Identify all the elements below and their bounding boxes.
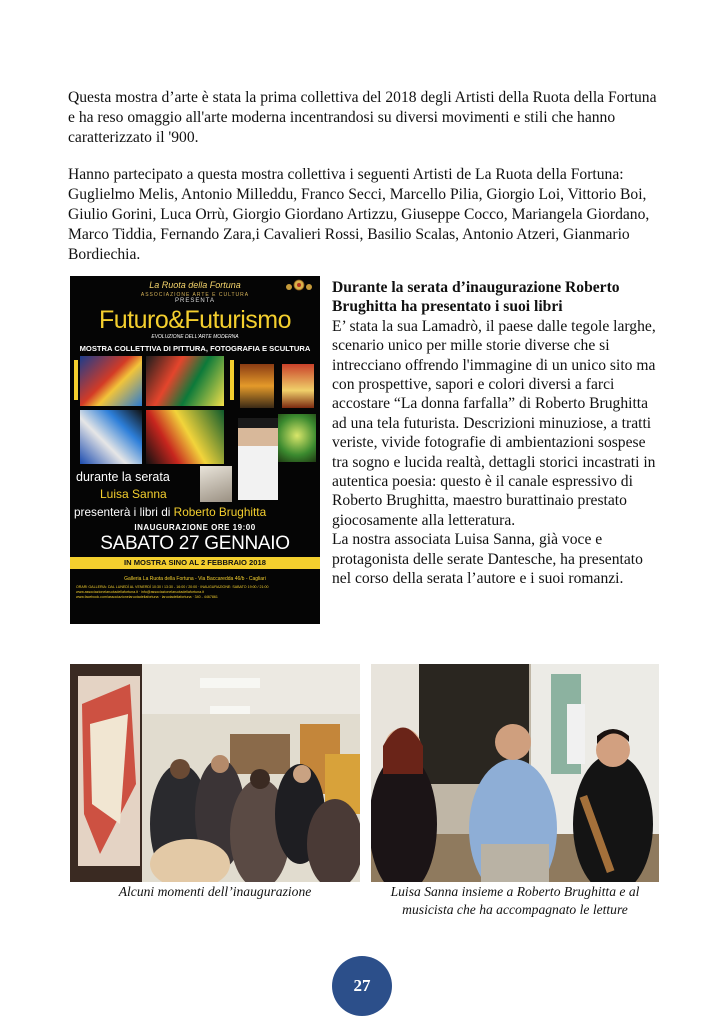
painting-8 [200, 466, 232, 502]
article [332, 278, 662, 589]
association-logo-icon [284, 278, 314, 294]
painting-3 [240, 364, 274, 408]
poster-title: Futuro&Futurismo [98, 306, 292, 334]
painting-7 [278, 414, 316, 462]
poster-subtitle: EVOLUZIONE DELL'ARTE MODERNA [151, 334, 239, 340]
poster-band: IN MOSTRA SINO AL 2 FEBBRAIO 2018 [70, 557, 320, 569]
poster-info-2: www.associazionelaruotadellafortuna.it · info@associazionelaruotadellafortuna.it [76, 590, 204, 594]
author-portrait [238, 418, 278, 500]
article-heading: Durante la serata d’inaugurazione Roberto Brughitta ha presentato i suoi libri [332, 279, 620, 316]
painting-1 [80, 356, 142, 406]
poster-date: SABATO 27 GENNAIO [100, 533, 290, 554]
poster-info [76, 585, 314, 600]
poster-durante: durante la serata [76, 470, 170, 484]
article-body-1: E’ stata la sua Lamadrò, il paese dalle tegole larghe, scenario unico per mille storie diverse che si intrecciano offrendo l'immagine di un unico sito ma con prospettive, sapori e colori diversi a farci accostare “La donna farfalla” di Roberto Brughitta ad una tela futurista. Descrizioni minuziose, a tratti veriste, vivide fotografie di ambientazioni sospese tra sogno e lucida realtà, dettagli storici incastrati in autentica poesia: questo è il canale espressivo di Roberto Brughitta, maestro burattinaio prestato giocosamente alla letteratura. [332, 317, 656, 529]
painting-6 [146, 410, 224, 464]
poster-vertical-tag [74, 360, 78, 400]
inauguration-photo [70, 664, 360, 882]
photo-caption-2: Luisa Sanna insieme a Roberto Brughitta e al musicista che ha accompagnato le letture [390, 884, 640, 917]
intro-paragraph-1: Questa mostra d’arte è stata la prima collettiva del 2018 degli Artisti della Ruota della Fortuna e ha reso omaggio all'arte moderna incentrandosi su diversi movimenti e stili che hanno caratterizzato il '900. [68, 89, 657, 146]
poster-vertical-tag-2 [230, 360, 234, 400]
exhibition-poster [70, 276, 320, 624]
poster-org: La Ruota della Fortuna [149, 280, 241, 290]
page-number: 27 [353, 976, 371, 995]
intro-paragraph-2: Hanno partecipato a questa mostra collettiva i seguenti Artisti de La Ruota della Fortuna: Guglielmo Melis, Antonio Milleddu, Franco Secci, Marcello Pilia, Giorgio Loi, Vittorio Boi, Giulio Gorini, Luca Orrù, Giorgio Giordano Artizzu, Giuseppe Cocco, Mariangela Giordano, Marco Tiddia, Fernando Zara,i Cavalieri Rossi, Basilio Scalas, Antonio Atzeri, Gianmario Bordiechia. [68, 166, 650, 263]
poster-author: Roberto Brughitta [173, 505, 267, 519]
photo-caption-1: Alcuni momenti dell’inaugurazione [118, 884, 312, 899]
poster-mostra: MOSTRA COLLETTIVA DI PITTURA, FOTOGRAFIA E SCULTURA [79, 344, 311, 353]
poster-presents: PRESENTA [175, 298, 215, 304]
inauguration-photo-art [70, 664, 360, 882]
poster-org-sub: ASSOCIAZIONE ARTE E CULTURA [140, 292, 250, 298]
poster-inaugurazione: INAUGURAZIONE ORE 19:00 [134, 523, 256, 532]
painting-5 [80, 410, 142, 464]
poster-info-1: ORARI GALLERIA: DAL LUNEDÌ AL VENERDÌ 10:30 / 13:30 - 16:00 / 20:00 · INAUGURAZIONE: SABATO 19:00 / 21:00 [76, 585, 269, 589]
poster-info-3: www.facebook.com/associazionelaruotadellafortuna · laruotadellafortuna · 340 - 4467861 [76, 595, 218, 599]
page-number-badge [332, 956, 392, 1016]
poster-presentera-text: presenterà i libri di [74, 505, 171, 519]
speakers-photo [371, 664, 659, 882]
poster-gallery: Galleria La Ruota della Fortuna - Via Baccaredda 46/b - Cagliari [124, 576, 266, 582]
article-body-2: La nostra associata Luisa Sanna, già voce e protagonista delle serate Dantesche, ha presentato nel corso della serata l’autore e i suoi romanzi. [332, 531, 643, 588]
painting-2 [146, 356, 224, 406]
painting-4 [282, 364, 314, 408]
speakers-photo-art [371, 664, 659, 882]
poster-presentera [74, 505, 266, 519]
poster-luisa: Luisa Sanna [100, 487, 167, 501]
